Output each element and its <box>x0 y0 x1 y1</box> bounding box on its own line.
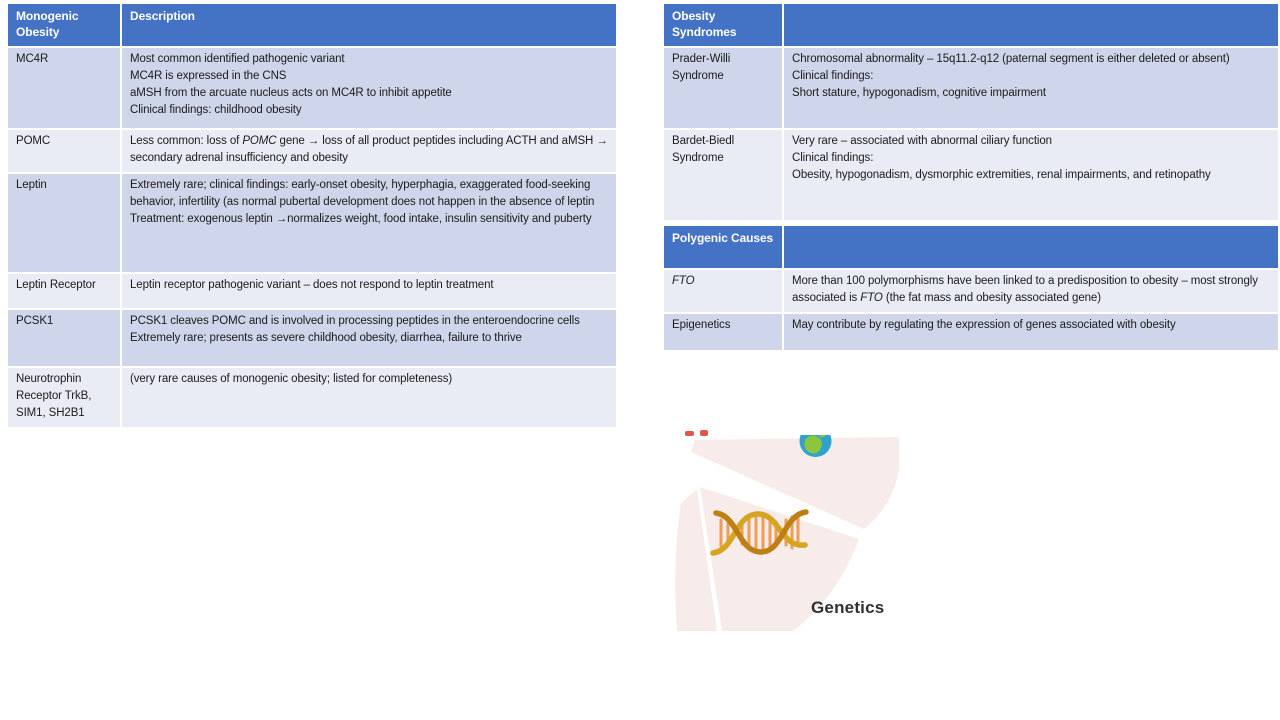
term-cell: Bardet-Biedl Syndrome <box>664 130 782 222</box>
description-cell: Chromosomal abnormality – 15q11.2-q12 (paternal segment is either deleted or absent) Clinical findings: Short stature, hypogonadism, cognitive impairment <box>782 48 1278 130</box>
term-cell: POMC <box>8 130 120 174</box>
description-cell: Leptin receptor pathogenic variant – does not respond to leptin treatment <box>120 274 616 310</box>
term-cell: Neurotrophin Receptor TrkB, SIM1, SH2B1 <box>8 368 120 429</box>
table-header-description <box>782 4 1278 48</box>
genetics-wedge-label: Genetics <box>811 598 885 617</box>
description-cell: PCSK1 cleaves POMC and is involved in processing peptides in the enteroendocrine cells Extremely rare; presents as severe childhood obesity, diarrhea, failure to thrive <box>120 310 616 368</box>
description-cell: Very rare – associated with abnormal ciliary function Clinical findings: Obesity, hypogonadism, dysmorphic extremities, renal impairments, and retinopathy <box>782 130 1278 222</box>
term-cell: Leptin <box>8 174 120 274</box>
obesity-syndromes-table <box>664 4 1278 222</box>
description-cell: Extremely rare; clinical findings: early-onset obesity, hyperphagia, exaggerated food-seeking behavior, infertility (as normal pubertal development does not happen in the absence of leptin Treatment: exogenous leptin →normalizes weight, food intake, insulin sensitivity and puberty <box>120 174 616 274</box>
table-row <box>8 48 616 130</box>
polygenic-causes-table <box>664 226 1278 352</box>
term-cell: FTO <box>664 270 782 314</box>
red-marker-icon <box>685 430 708 436</box>
term-cell: Prader-Willi Syndrome <box>664 48 782 130</box>
table-header-term: Obesity Syndromes <box>664 4 782 48</box>
table-header-description <box>782 226 1278 270</box>
term-cell: PCSK1 <box>8 310 120 368</box>
description-cell: (very rare causes of monogenic obesity; listed for completeness) <box>120 368 616 429</box>
description-cell: May contribute by regulating the expression of genes associated with obesity <box>782 314 1278 352</box>
table-row <box>664 48 1278 130</box>
term-cell: Epigenetics <box>664 314 782 352</box>
term-cell: MC4R <box>8 48 120 130</box>
table-row <box>8 174 616 274</box>
table-header-term: Monogenic Obesity <box>8 4 120 48</box>
description-cell: Most common identified pathogenic variant MC4R is expressed in the CNS aMSH from the arcuate nucleus acts on MC4R to inhibit appetite Clinical findings: childhood obesity <box>120 48 616 130</box>
table-row <box>8 368 616 429</box>
table-row <box>8 310 616 368</box>
globe-icon <box>800 425 832 457</box>
table-header-description: Description <box>120 4 616 48</box>
table-row <box>8 274 616 310</box>
term-cell: Leptin Receptor <box>8 274 120 310</box>
description-cell: More than 100 polymorphisms have been linked to a predisposition to obesity – most strongly associated is FTO (the fat mass and obesity associated gene) <box>782 270 1278 314</box>
description-cell: Less common: loss of POMC gene → loss of all product peptides including ACTH and aMSH → secondary adrenal insufficiency and obesity <box>120 130 616 174</box>
table-header-term: Polygenic Causes <box>664 226 782 270</box>
monogenic-obesity-table <box>8 4 616 429</box>
table-row <box>664 130 1278 222</box>
table-row <box>8 130 616 174</box>
table-row <box>664 314 1278 352</box>
table-row <box>664 270 1278 314</box>
